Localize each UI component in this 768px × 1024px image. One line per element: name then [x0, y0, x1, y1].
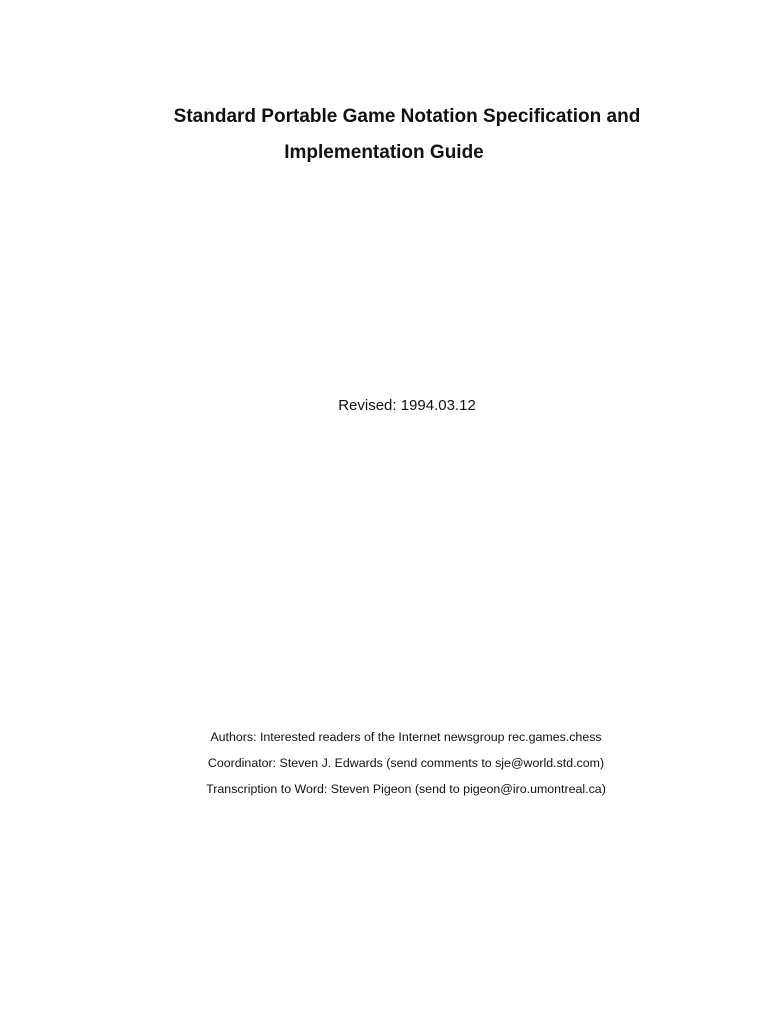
revision-date: Revised: 1994.03.12 — [338, 397, 476, 414]
transcription-line: Transcription to Word: Steven Pigeon (send to pigeon@iro.umontreal.ca) — [206, 782, 606, 796]
coordinator-line: Coordinator: Steven J. Edwards (send comments to sje@world.std.com) — [207, 756, 605, 770]
credits-block — [0, 724, 768, 802]
document-title-line-1: Standard Portable Game Notation Specification and — [173, 106, 641, 127]
document-title-line-2: Implementation Guide — [284, 142, 484, 163]
authors-line: Authors: Interested readers of the Internet newsgroup rec.games.chess — [210, 730, 602, 744]
